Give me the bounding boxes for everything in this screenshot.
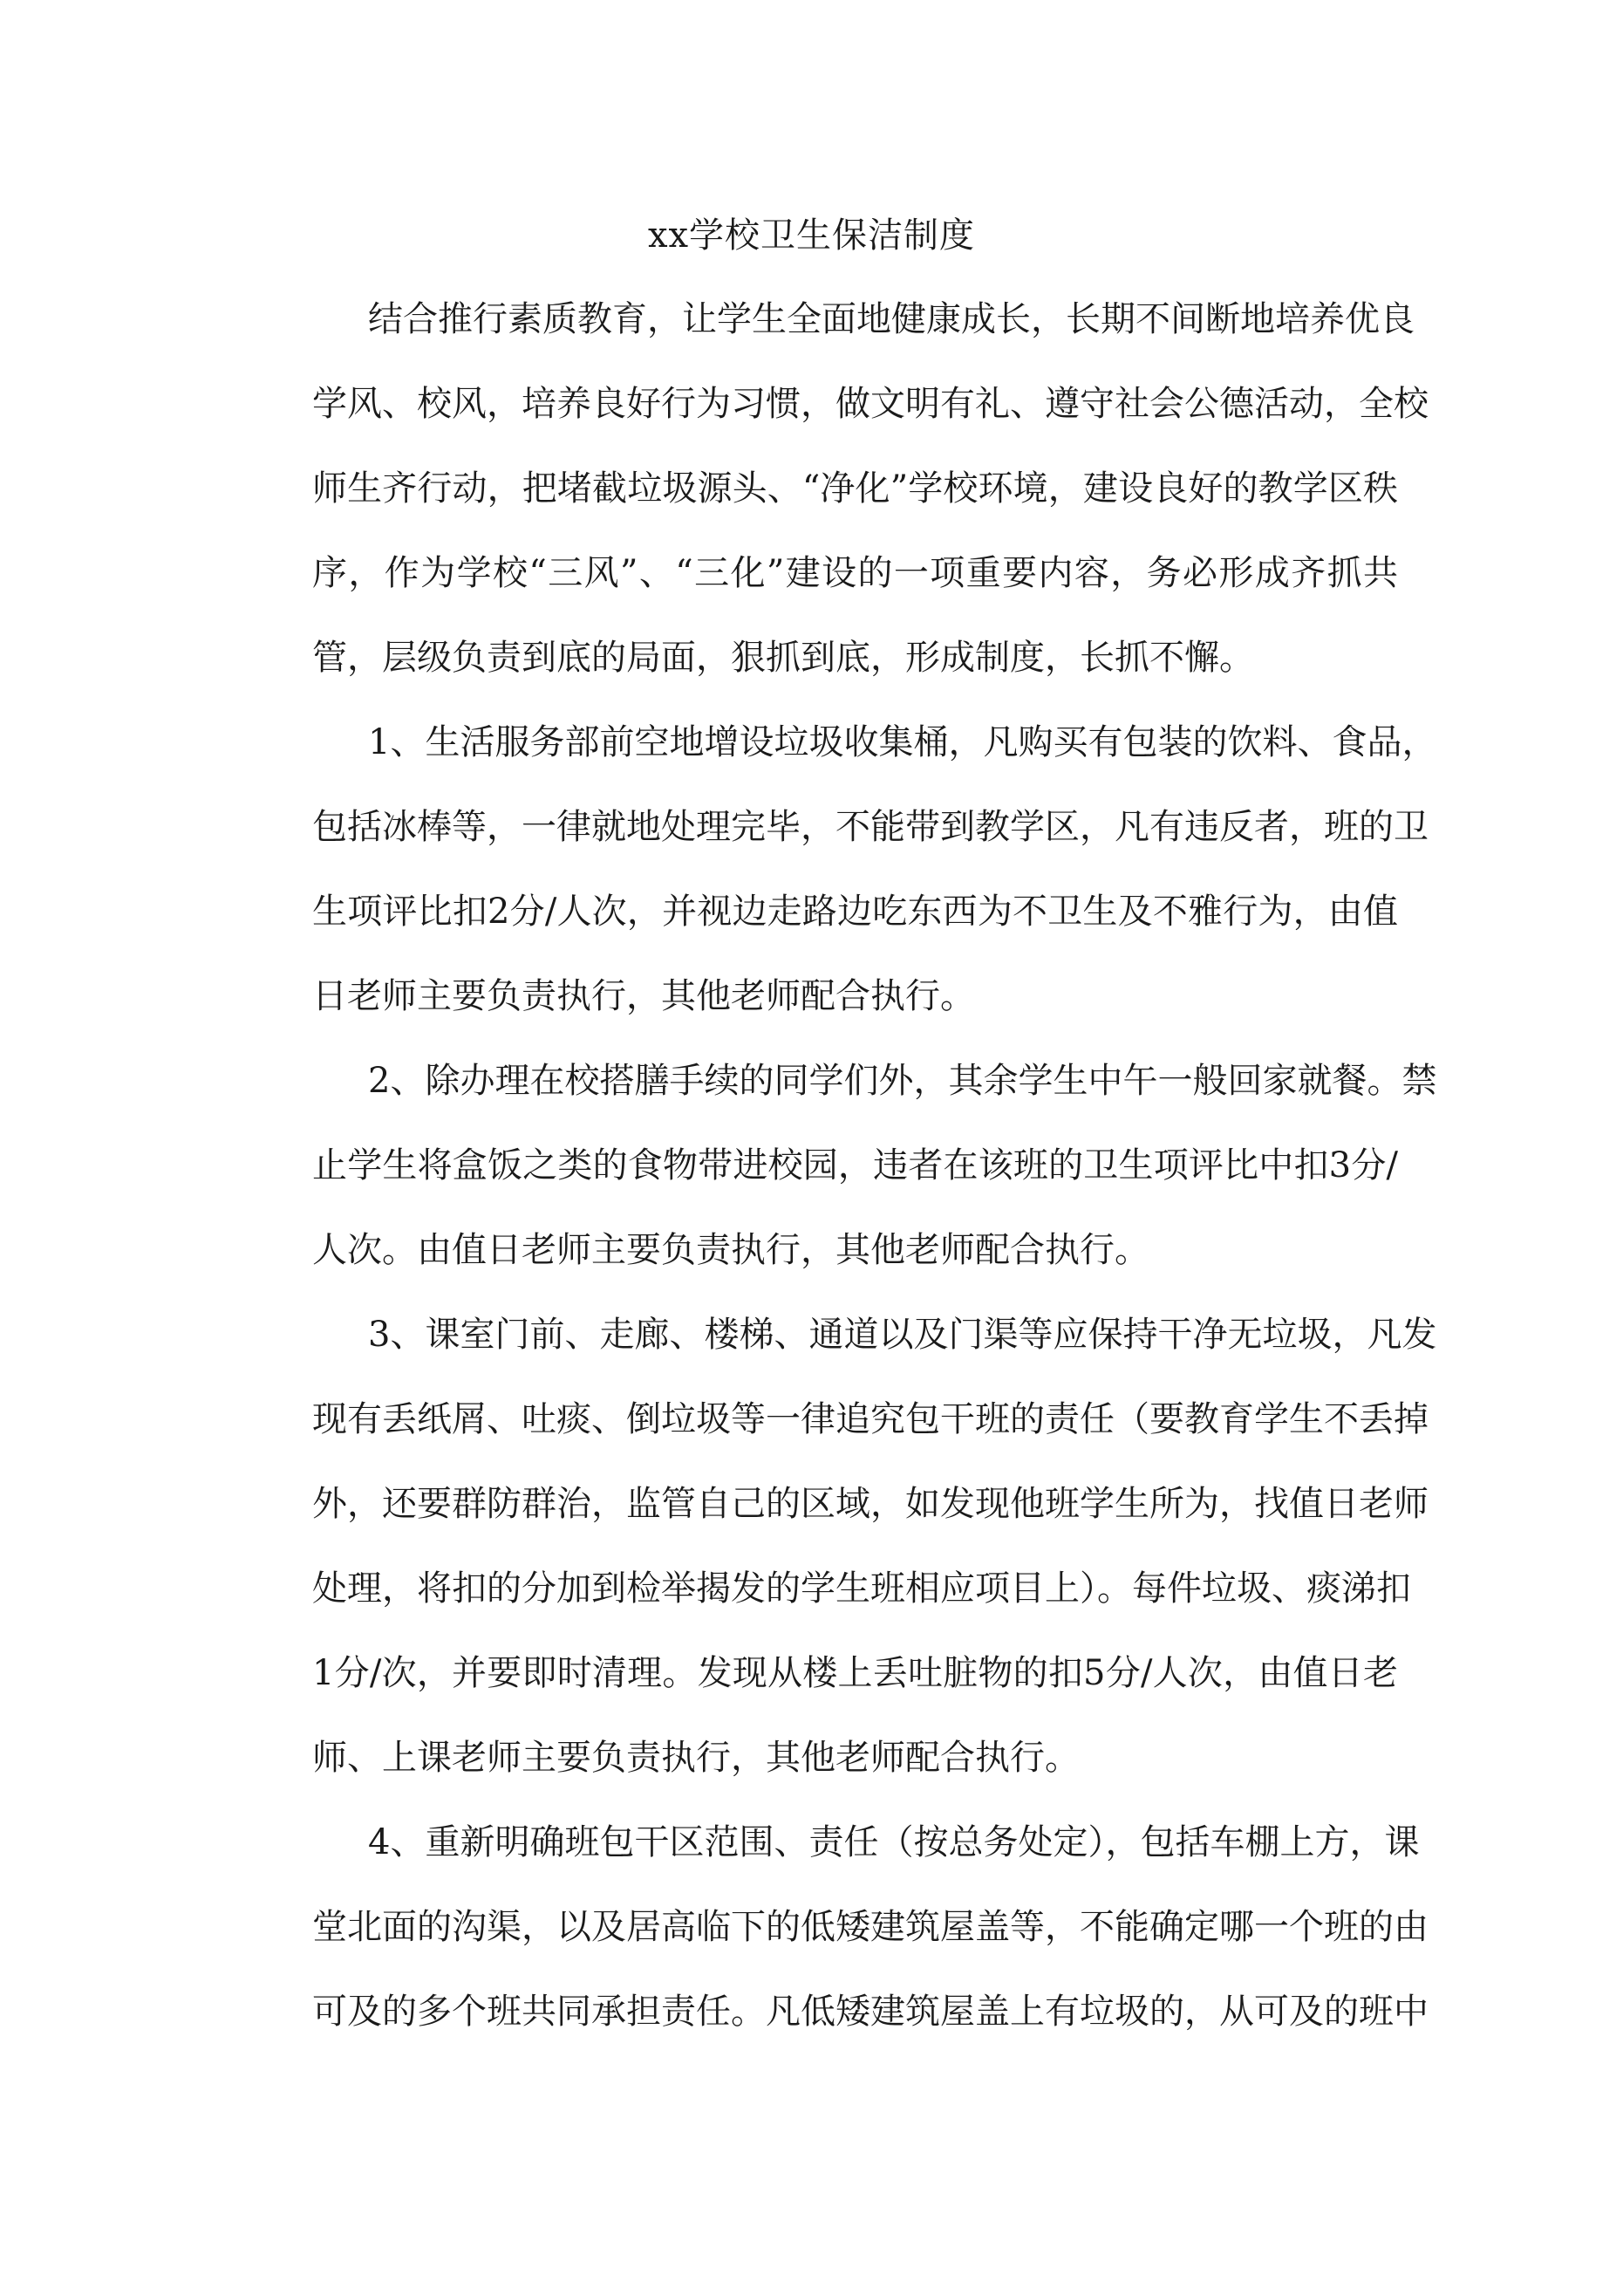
- text-line: 处理，将扣的分加到检举揭发的学生班相应项目上）。每件垃圾、痰涕扣: [312, 1568, 1411, 1609]
- text-line: 学风、校风，培养良好行为习惯，做文明有礼、遵守社会公德活动，全校: [312, 384, 1429, 424]
- text-line: 1分/次，并要即时清理。发现从楼上丢吐脏物的扣5分/人次，由值日老: [312, 1653, 1398, 1693]
- text-line: 包括冰棒等，一律就地处理完毕，不能带到教学区，凡有违反者，班的卫: [312, 807, 1429, 847]
- paragraph-intro: [242, 277, 1429, 700]
- text-line: 序，作为学校“三风”、“三化”建设的一项重要内容，务必形成齐抓共: [312, 553, 1398, 593]
- text-line: 现有丢纸屑、吐痰、倒垃圾等一律追究包干班的责任（要教育学生不丢掉: [312, 1399, 1429, 1439]
- text-line: 4、重新明确班包干区范围、责任（按总务处定），包括车棚上方，课: [368, 1822, 1420, 1862]
- paragraph-rule-3: [242, 1293, 1437, 1801]
- text-line: 可及的多个班共同承担责任。凡低矮建筑屋盖上有垃圾的，从可及的班中: [312, 1992, 1429, 2032]
- document-body: [242, 277, 1437, 2054]
- text-line: 止学生将盒饭之类的食物带进校园，违者在该班的卫生项评比中扣3分/: [312, 1145, 1398, 1186]
- text-line: 管，层级负责到底的局面，狠抓到底，形成制度，长抓不懈。: [312, 638, 1254, 678]
- paragraph-rule-2: [242, 1039, 1437, 1293]
- text-line: 结合推行素质教育，让学生全面地健康成长，长期不间断地培养优良: [368, 299, 1415, 339]
- text-line: 2、除办理在校搭膳手续的同学们外，其余学生中午一般回家就餐。禁: [368, 1061, 1437, 1101]
- document-title: xx学校卫生保洁制度: [647, 215, 976, 256]
- text-line: 3、课室门前、走廊、楼梯、通道以及门渠等应保持干净无垃圾，凡发: [368, 1315, 1437, 1355]
- text-line: 外，还要群防群治，监管自己的区域，如发现他班学生所为，找值日老师: [312, 1484, 1429, 1524]
- text-line: 师、上课老师主要负责执行，其他老师配合执行。: [312, 1738, 1080, 1778]
- text-line: 生项评比扣2分/人次，并视边走路边吃东西为不卫生及不雅行为，由值: [312, 892, 1398, 932]
- paragraph-rule-4: [242, 1801, 1429, 2054]
- text-line: 人次。由值日老师主要负责执行，其他老师配合执行。: [312, 1230, 1149, 1270]
- paragraph-rule-1: [242, 700, 1437, 1039]
- text-line: 日老师主要负责执行，其他老师配合执行。: [312, 976, 975, 1016]
- text-line: 师生齐行动，把堵截垃圾源头、“净化”学校环境，建设良好的教学区秩: [312, 468, 1398, 509]
- text-line: 1、生活服务部前空地增设垃圾收集桶，凡购买有包装的饮料、食品，: [368, 722, 1437, 762]
- text-line: 堂北面的沟渠，以及居高临下的低矮建筑屋盖等，不能确定哪一个班的由: [312, 1907, 1429, 1947]
